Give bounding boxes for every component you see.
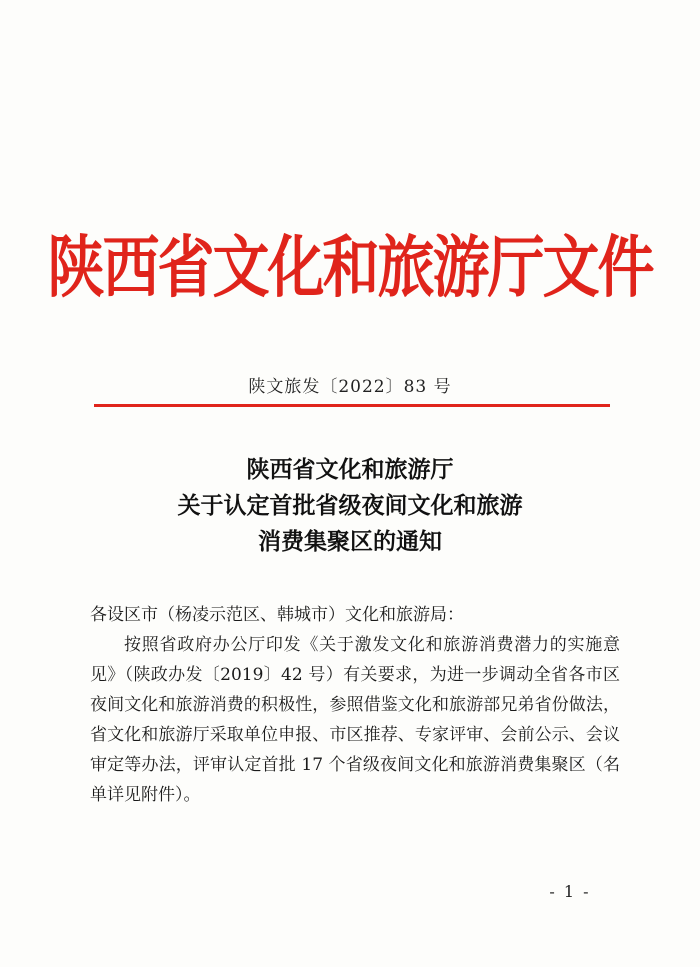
title-line-1: 陕西省文化和旅游厅 bbox=[246, 456, 454, 483]
body-paragraph: 按照省政府办公厅印发《关于激发文化和旅游消费潜力的实施意见》（陕政办发〔2019〕42 号）有关要求，为进一步调动全省各市区夜间文化和旅游消费的积极性，参照借鉴文化和旅游部兄弟省份做法，省文化和旅游厅采取单位申报、市区推荐、专家评审、会前公示、会议审定等办法，评审认定首批 17 个省级夜间文化和旅游消费集聚区（名单详见附件）。 bbox=[90, 635, 620, 805]
page-number: - 1 - bbox=[549, 882, 591, 901]
title-line-2: 关于认定首批省级夜间文化和旅游 bbox=[177, 492, 523, 519]
red-divider-line bbox=[94, 404, 610, 407]
title-line-3: 消费集聚区的通知 bbox=[258, 528, 442, 555]
document-title bbox=[0, 452, 700, 560]
issuer-header: 陕西省文化和旅游厅文件 bbox=[47, 227, 653, 307]
salutation: 各设区市（杨凌示范区、韩城市）文化和旅游局： bbox=[90, 605, 464, 625]
document-number: 陕文旅发〔2022〕83 号 bbox=[248, 377, 452, 397]
document-body bbox=[90, 600, 620, 810]
